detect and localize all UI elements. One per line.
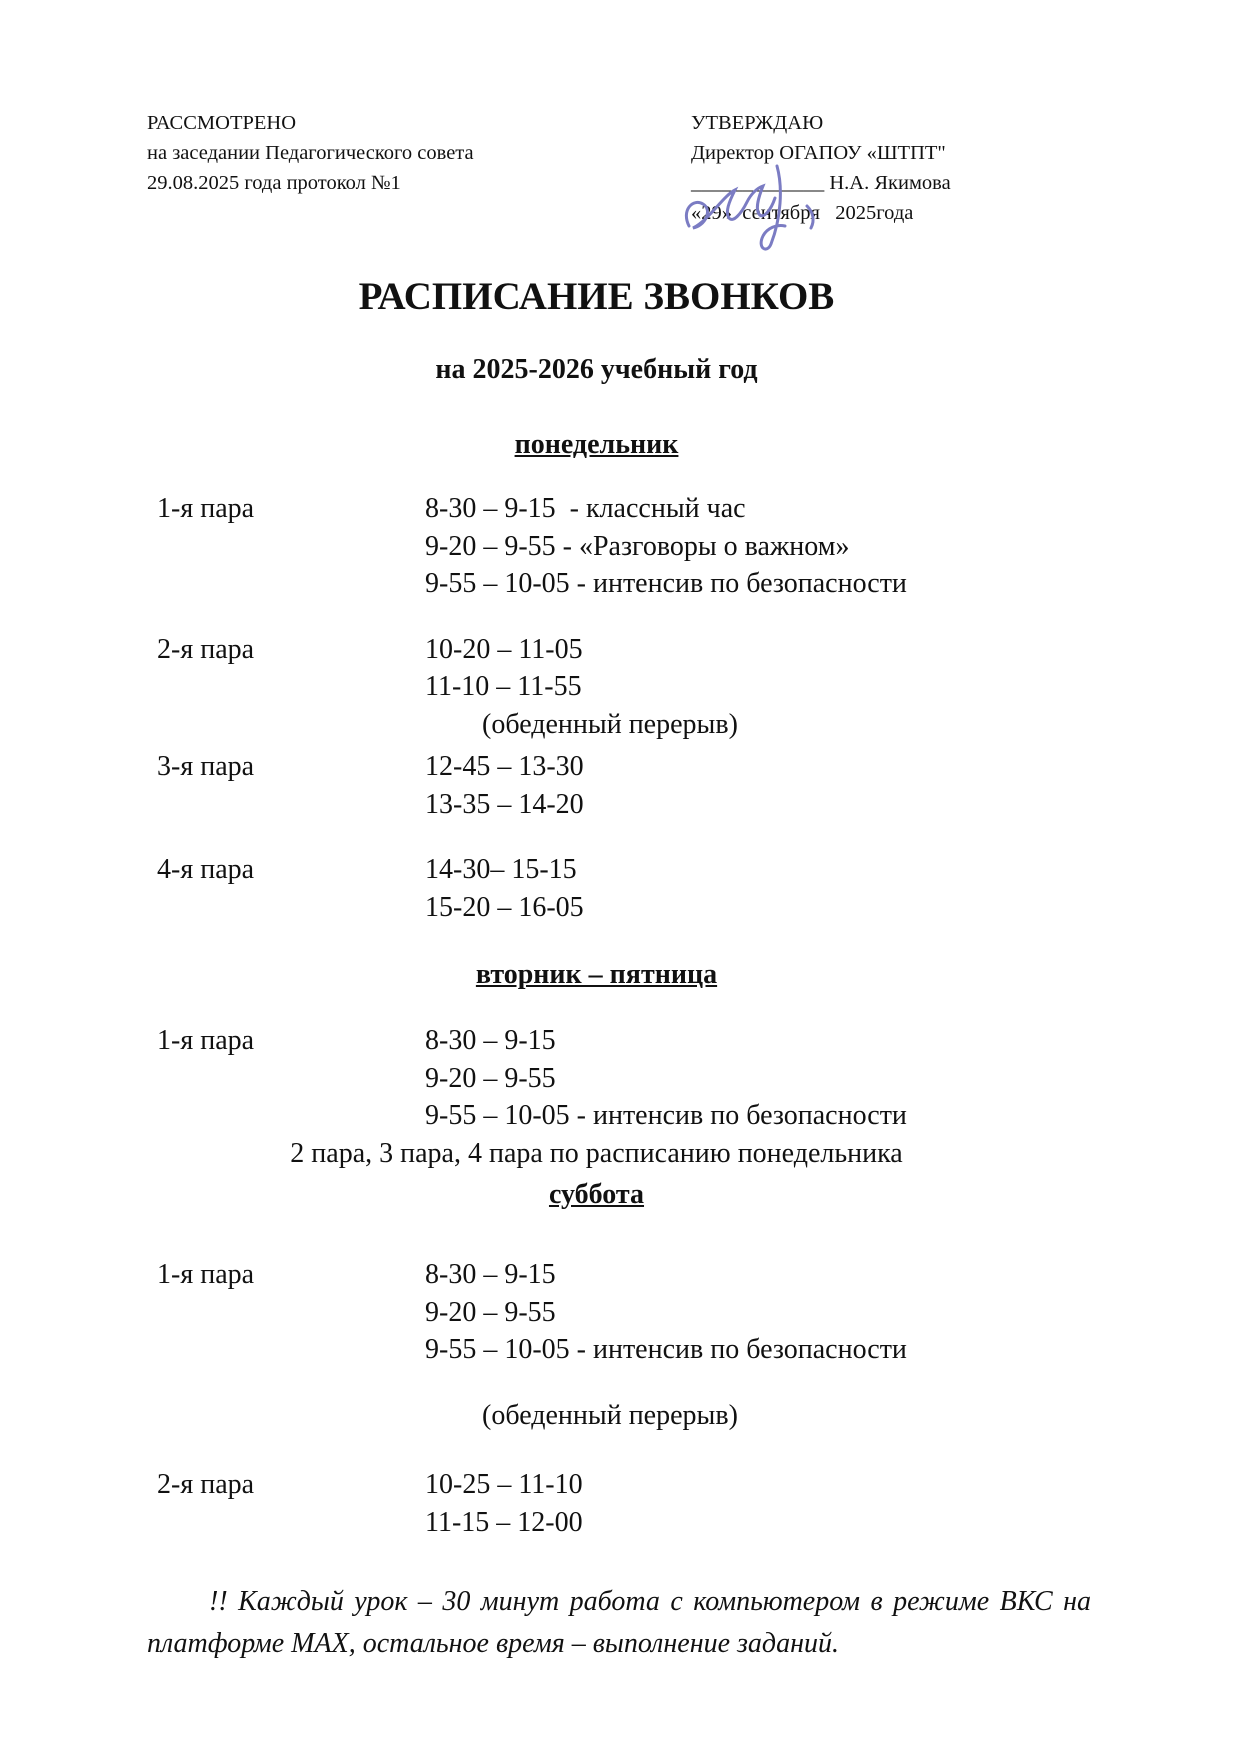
time-line: 9-55 – 10-05 - интенсив по безопасности	[425, 1100, 907, 1131]
section-heading-saturday: суббота	[548, 1179, 645, 1210]
pair-times	[425, 1022, 1091, 1135]
reviewed-body: на заседании Педагогического совета	[147, 142, 474, 164]
pair-label: 1-я пара	[157, 1259, 255, 1290]
lunch-break-note: (обеденный перерыв)	[482, 708, 738, 740]
signature-row	[691, 168, 1091, 198]
pair-times	[425, 490, 1091, 603]
time-line: 9-20 – 9-55	[425, 1062, 556, 1094]
pair-times	[425, 748, 1091, 823]
section-heading-monday: понедельник	[514, 429, 679, 460]
pair-row	[147, 1256, 1091, 1369]
pair-row	[147, 490, 1091, 603]
time-line: 9-20 – 9-55 - «Разговоры о важном»	[425, 530, 850, 562]
time-line: 14-30– 15-15	[425, 854, 577, 885]
signature-line: _____________	[691, 172, 825, 194]
pair-label: 3-я пара	[157, 751, 255, 782]
approval-header	[147, 108, 1091, 228]
time-line: 8-30 – 9-15	[425, 1025, 556, 1056]
protocol-line: 29.08.2025 года протокол №1	[147, 172, 401, 194]
approved-label: УТВЕРЖДАЮ	[691, 112, 824, 134]
signer-name: Н.А. Якимова	[824, 172, 951, 194]
pair-label: 4-я пара	[157, 854, 255, 885]
time-line: 11-15 – 12-00	[425, 1506, 583, 1538]
pair-label: 1-я пара	[157, 493, 255, 524]
pair-times	[425, 1466, 1091, 1541]
pair-row	[147, 1022, 1091, 1135]
approval-right-block	[691, 108, 1091, 228]
pair-times	[425, 851, 1091, 926]
section-heading-tuesday-friday: вторник – пятница	[475, 959, 718, 990]
time-line: 8-30 – 9-15 - классный час	[425, 493, 746, 524]
time-line: 9-55 – 10-05 - интенсив по безопасности	[425, 1334, 907, 1365]
reschedule-note: 2 пара, 3 пара, 4 пара по расписанию понедельника	[290, 1137, 903, 1169]
pair-label: 2-я пара	[157, 1469, 255, 1500]
footer-note: !! Каждый урок – 30 минут работа с компьютером в режиме ВКС на платформе MAX, остальное время – выполнение заданий.	[147, 1586, 1091, 1659]
pair-label: 2-я пара	[157, 633, 255, 665]
page-title: РАСПИСАНИЕ ЗВОНКОВ	[358, 275, 835, 318]
pair-times	[425, 1256, 1091, 1369]
approval-left-block	[147, 108, 687, 228]
approval-date-line: «29» сентября 2025года	[691, 202, 914, 224]
time-line: 10-25 – 11-10	[425, 1469, 583, 1500]
page-subtitle: на 2025-2026 учебный год	[435, 354, 758, 385]
time-line: 9-20 – 9-55	[425, 1296, 556, 1328]
pair-times	[425, 631, 1091, 706]
time-line: 10-20 – 11-05	[425, 633, 583, 665]
time-line: 9-55 – 10-05 - интенсив по безопасности	[425, 568, 907, 599]
pair-label: 1-я пара	[157, 1025, 255, 1056]
time-line: 12-45 – 13-30	[425, 751, 584, 782]
pair-row	[147, 631, 1091, 706]
time-line: 15-20 – 16-05	[425, 891, 584, 923]
lunch-break-note: (обеденный перерыв)	[482, 1399, 738, 1431]
director-line: Директор ОГАПОУ «ШТПТ"	[691, 142, 946, 164]
time-line: 13-35 – 14-20	[425, 788, 584, 820]
reviewed-label: РАССМОТРЕНО	[147, 112, 296, 134]
pair-row	[147, 748, 1091, 823]
pair-row	[147, 851, 1091, 926]
time-line: 8-30 – 9-15	[425, 1259, 556, 1290]
pair-row	[147, 1466, 1091, 1541]
time-line: 11-10 – 11-55	[425, 671, 582, 702]
